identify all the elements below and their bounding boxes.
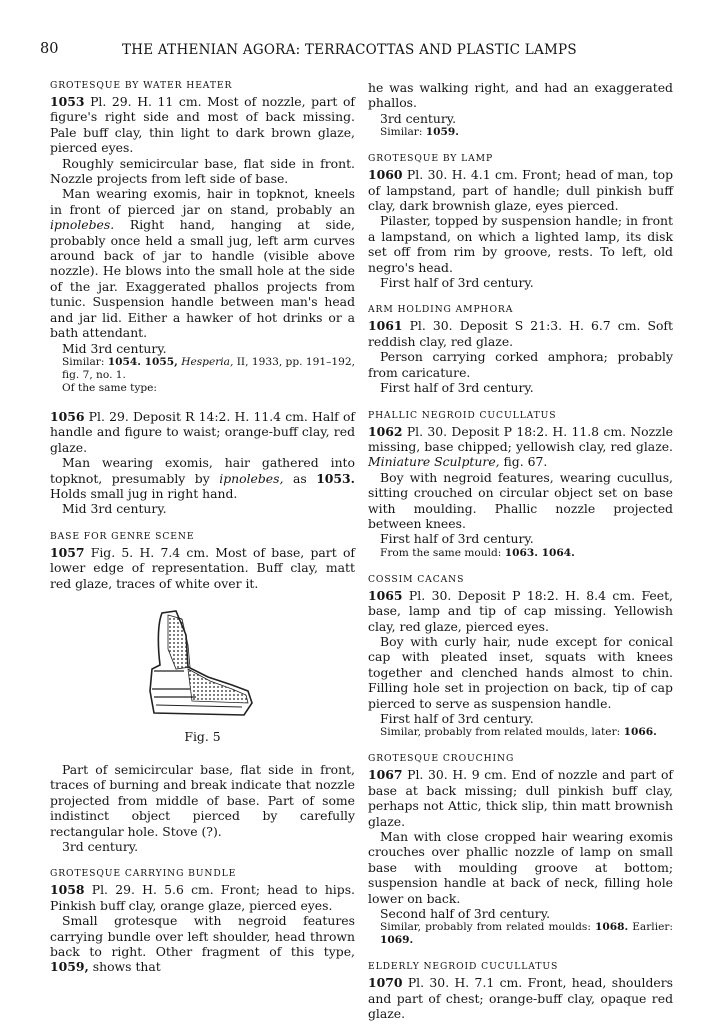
entry-1070: 1070 Pl. 30. H. 7.1 cm. Front, head, shoulders and part of chest; orange-buff clay, opaque red glaze. <box>368 975 673 1022</box>
heading-1067: GROTESQUE CROUCHING <box>368 753 515 765</box>
entry-1060: 1060 Pl. 30. H. 4.1 cm. Front; head of man, top of lampstand, part of handle; dull pinkish buff clay, dark brownish glaze, eyes pierced. <box>368 167 673 214</box>
entry-1065: 1065 Pl. 30. Deposit P 18:2. H. 8.4 cm. Feet, base, lamp and tip of cap missing. Yellowish clay, red glaze, pierced eyes. <box>368 587 673 634</box>
left-column: GROTESQUE BY WATER HEATER 1053 Pl. 29. H. 11 cm. Most of nozzle, part of figure's right side and most of back missing. Pale buff clay, thin light to dark brown glaze, pierced eyes. Roughly semicircular base, flat side in front. Nozzle projects from left side of base. Man wearing exomis, hair in topknot, kneels in front of pierced jar on stand, probably an ipnolebes. Right hand, hanging at side, probably once held a small jug, left arm curves around back of jar to handle (visible above nozzle). He blows into the small hole at the side of the jar. Exaggerated phallos projects from tunic. Suspension handle between man's head and jar lid. Either a hawker of hot drinks or a bath attendant. Mid 3rd century. Similar: 1054. 1055, Hesperia, II, 1933, pp. 191–192, fig. 7, no. 1. Of the same type: 1056 Pl. 29. Deposit R 14:2. H. 11.4 cm. Half of handle and figure to waist; orange-buff clay, red glaze. Man wearing exomis, hair gathered into topknot, presumably by ipnolebes, as 1053. Holds small jug in right hand. Mid 3rd century. BASE FOR GENRE SCENE 1057 Fig. 5. H. 7.4 cm. Most of base, part of lower edge of representation. Buff clay, matt red glaze, traces of white over it. Fig. 5 Part of semicircular base, flat side in front, traces of burning and break indicate that nozzle projected from middle of base. Part of some indistinct object pierced by carefully rectangular hole. Stove (?). 3rd century. GROTESQUE CARRYING BUNDLE 1058 Pl. 29. H. 5.6 cm. Front; head to hips. Pinkish buff clay, orange glaze, pierced eyes. Small grotesque with negroid features carrying bundle over left shoulder, head thrown back to right. Other fragment of this type, 1059, shows that <box>50 80 355 975</box>
figure-caption: Fig. 5 <box>184 728 221 744</box>
right-column: he was walking right, and had an exaggerated phallos. 3rd century. Similar: 1059. GROTESQUE BY LAMP 1060 Pl. 30. H. 4.1 cm. Front; head of man, top of lampstand, part of handle; dull pinkish buff clay, dark brownish glaze, eyes pierced. Pilaster, topped by suspension handle; in front a lampstand, on which a lighted lamp, its disk set off from rim by groove, rests. To left, old negro's head. First half of 3rd century. ARM HOLDING AMPHORA 1061 Pl. 30. Deposit S 21:3. H. 6.7 cm. Soft reddish clay, red glaze. Person carrying corked amphora; probably from caricature. First half of 3rd century. PHALLIC NEGROID CUCULLATUS 1062 Pl. 30. Deposit P 18:2. H. 11.8 cm. Nozzle missing, base chipped; yellowish clay, red glaze. Miniature Sculpture, fig. 67. Boy with negroid features, wearing cucullus, sitting crouched on circular object set on base with moulding. Phallic nozzle projected between knees. First half of 3rd century. From the same mould: 1063. 1064. COSSIM CACANS 1065 Pl. 30. Deposit P 18:2. H. 8.4 cm. Feet, base, lamp and tip of cap missing. Yellowish clay, red glaze, pierced eyes. Boy with curly hair, nude except for conical cap with pleated inset, squats with knees together and clenched hands almost to chin. Filling hole set in projection on back, tip of cap pierced to serve as suspension handle. First half of 3rd century. Similar, probably from related moulds, later: 1066. GROTESQUE CROUCHING 1067 Pl. 30. H. 9 cm. End of nozzle and part of base at back missing; dull pinkish buff clay, perhaps not Attic, thick slip, thin matt brownish glaze. Man with close cropped hair wearing exomis crouches over phallic nozzle of lamp on small base with moulding groove at bottom; suspension handle at back of neck, filling hole lower on back. Second half of 3rd century. Similar, probably from related moulds: 1068. Earlier: 1069. ELDERLY NEGROID CUCULLATUS 1070 Pl. 30. H. 7.1 cm. Front, head, shoulders and part of chest; orange-buff clay, opaque red glaze. <box>368 80 673 1022</box>
entry-1067: 1067 Pl. 30. H. 9 cm. End of nozzle and part of base at back missing; dull pinkish buff clay, perhaps not Attic, thick slip, thin matt brownish glaze. <box>368 767 673 829</box>
entry-1062: 1062 Pl. 30. Deposit P 18:2. H. 11.8 cm. Nozzle missing, base chipped; yellowish clay, red glaze. Miniature Sculpture, fig. 67. <box>368 423 673 470</box>
stove-base-drawing <box>124 605 274 723</box>
entry-1058: 1058 Pl. 29. H. 5.6 cm. Front; head to hips. Pinkish buff clay, orange glaze, pierced eyes. <box>50 882 355 913</box>
heading-1060: GROTESQUE BY LAMP <box>368 153 494 165</box>
heading-1061: ARM HOLDING AMPHORA <box>368 304 514 316</box>
entry-1057: 1057 Fig. 5. H. 7.4 cm. Most of base, part of lower edge of representation. Buff clay, matt red glaze, traces of white over it. <box>50 544 355 591</box>
continuation-1058: he was walking right, and had an exaggerated phallos. <box>368 80 673 111</box>
running-title: THE ATHENIAN AGORA: TERRACOTTAS AND PLASTIC LAMPS <box>122 42 577 58</box>
entry-1061: 1061 Pl. 30. Deposit S 21:3. H. 6.7 cm. Soft reddish clay, red glaze. <box>368 318 673 349</box>
heading-1053: GROTESQUE BY WATER HEATER <box>50 80 233 91</box>
entry-1053: 1053 Pl. 29. H. 11 cm. Most of nozzle, part of figure's right side and most of back missing. Pale buff clay, thin light to dark brown glaze, pierced eyes. <box>50 94 355 156</box>
date-1057: 3rd century. <box>62 839 139 854</box>
heading-1070: ELDERLY NEGROID CUCULLATUS <box>368 961 559 973</box>
heading-1062: PHALLIC NEGROID CUCULLATUS <box>368 409 557 421</box>
similar-1053: Similar: 1054. 1055, Hesperia, II, 1933, pp. 191–192, fig. 7, no. 1. <box>62 355 355 381</box>
heading-1057: BASE FOR GENRE SCENE <box>50 530 195 542</box>
heading-1058: GROTESQUE CARRYING BUNDLE <box>50 868 237 880</box>
page-header <box>40 41 684 61</box>
entry-1056: 1056 Pl. 29. Deposit R 14:2. H. 11.4 cm. Half of handle and figure to waist; orange-buff clay, red glaze. <box>50 408 355 455</box>
page-number: 80 <box>40 41 59 57</box>
heading-1065: COSSIM CACANS <box>368 573 465 585</box>
date-1056: Mid 3rd century. <box>62 501 167 517</box>
date-1053: Mid 3rd century. <box>62 340 167 356</box>
figure-5-drawing <box>50 605 355 725</box>
